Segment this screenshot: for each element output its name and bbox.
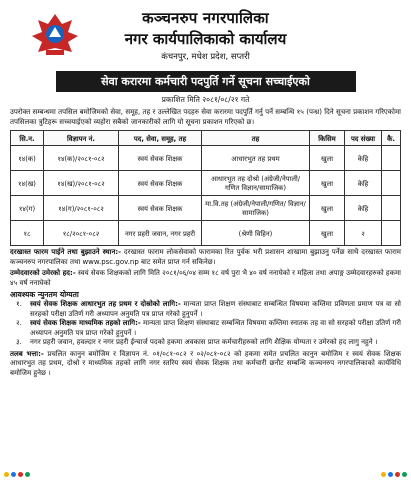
col-header-type: किसिम [310,131,345,146]
cell-sn: १४(ख) [11,171,44,196]
red-dot-icon [395,472,400,477]
age-text: स्वयं सेवक शिक्षकको लागि मिति २०८१/०६/०४ सम्म १८ वर्ष पुरा भै ४० वर्ष ननाघेको र महिला तथा अपाङ्ग उम्मेदवारहरुको हकमा ४५ वर्ष ननाघेको [10,269,401,287]
cell-adv-no: १४(क)/२०८१-०८२ [44,146,119,171]
col-header-sn: सि.न. [11,131,44,146]
cell-remark [382,171,401,196]
publish-date: प्रकाशित मिति २०८१/०८/२१ गते [161,95,250,104]
cell-remark [382,146,401,171]
application-text: दरखास्त फाराम लोकसेवाको फारामका रित पुर्वक भरी प्रशासन शाखामा बुझाउनु पर्नेछ साथै दरखास्त फाराम कञ्चनरुप नगरपालिका तथा www.psc.gov.np बाट समेत प्राप्त गर्न सकिनेछ। [10,248,401,266]
cell-sn: १४(ग) [11,196,44,221]
table-row [11,221,401,246]
cell-count: केहि [345,196,382,221]
item-text: नगर प्रहरी जवान, हवल्दार र नगर प्रहरी ईन्चार्ज पदको हकमा अवकास प्राप्त कर्मचारीहरुको लागि शैक्षिक योग्यता र उमेरको हद लागु नहुने । [30,338,378,346]
blue-dot-icon [11,472,16,477]
cell-sn: १८ [11,221,44,246]
col-header-level: तह [202,131,310,146]
table-row [11,196,401,221]
cell-adv-no: १४(ग)/२०८१-०८२ [44,196,119,221]
item-label: स्वयं सेवक शिक्षक माध्यमिक तहको लागि:- [30,319,141,327]
item-number: २. [16,319,22,327]
cell-count: केहि [345,171,382,196]
cell-level: मा.वि.तह (अंग्रेजी/नेपाली/गणित/ विज्ञान/सामाजिक) [202,196,310,221]
red-dot-icon [18,472,23,477]
col-header-count: पद संख्या [345,131,382,146]
cell-level: आधारभुत तह प्रथम [202,146,310,171]
intro-paragraph: उपरोक्त सम्बन्धमा तपसिल बमोजिमको सेवा, समूह, तह र उल्लेखित पदहरु सेवा करारमा पदपुर्ति गर्नु पर्ने सम्बन्धि १५ (पन्ध्र) दिने सूचना प्रकाशन गरिएकोमा तपसिलका त्रुटिहरू सच्चयाईएको व्यहोरा सबैको जानकारीको लागि यो सूचना प्रकाशन गरिएको छ। [10,108,401,126]
office-name: नगर कार्यपालिकाको कार्यालय [124,30,287,48]
item-number: ३. [16,338,22,346]
government-emblem-icon [28,10,82,58]
cell-remark [382,221,401,246]
salary-label: तलब भत्ता:- [10,349,44,358]
municipality-name: कञ्चनरुप नगरपालिका [142,9,269,27]
yellow-dot-icon [381,472,386,477]
cell-type: खुला [310,146,345,171]
cell-type: खुला [310,171,345,196]
vacancy-table [10,130,401,246]
green-dot-icon [402,472,407,477]
salary-text: प्रचलित कानुन बमोजिम र विज्ञापन नं. ०१/०८१-०८२ र ०२/०८१-०८२ को हकमा समेत प्रचलित कानुन बमोजिम र स्वयं सेवक शिक्षक आधारभुत तह प्रथम, दोश्रो र माध्यमिक तहको लागि नगर स्तरिय स्वयं सेवक शिक्षक तथा कर्मचारी छनौट सम्बन्धि कञ्चनरुप नगरपालिकाको कार्यविधि बमोजिम हुनेछ । [10,349,401,377]
yellow-dot-icon [4,472,9,477]
application-paragraph [10,248,401,267]
cell-type: खुला [310,221,345,246]
left-dots [4,472,30,477]
cell-remark [382,196,401,221]
table-row [11,171,401,196]
age-paragraph [10,269,401,288]
cell-count: केहि [345,146,382,171]
cell-level: (श्रेणी विहिन) [202,221,310,246]
cell-adv-no: १८/२०८१-०८२ [44,221,119,246]
item-number: १. [16,300,22,308]
green-dot-icon [25,472,30,477]
footer-decoration [0,469,411,477]
cell-count: २ [345,221,382,246]
table-row [11,146,401,171]
list-item [10,319,401,338]
age-label: उम्मेदवारको उमेरको हद:- [10,269,76,277]
cell-post: स्वयं सेवक शिक्षक [119,171,202,196]
blue-dot-icon [388,472,393,477]
cell-post: स्वयं सेवक शिक्षक [119,146,202,171]
cell-post: स्वयं सेवक शिक्षक [119,196,202,221]
item-text: मान्यता प्राप्त शिक्षण संस्थाबाट सम्बन्धित विषयमा कम्तिमा स्नातक तह वा सो सरहको परीक्षा उतिर्ण गरी अध्यापन अनुमति पत्र प्राप्त गरेको हुनुपर्ने । [30,319,401,337]
cell-level: आधारभुत तह दोश्रो (अंग्रेजी/नेपाली/गणित विज्ञान/सामाजिक) [202,171,310,196]
cell-sn: १४(क) [11,146,44,171]
col-header-post: पद, सेवा, समूह, तह [119,131,202,146]
table-header-row [11,131,401,146]
qualification-title: आवश्यक न्युनतम योग्यता [10,290,79,299]
list-item [10,300,401,319]
item-text: मान्यता प्राप्त शिक्षण संस्थाबाट सम्बन्धित विषयमा कम्तिमा प्रविणता प्रमाण पत्र वा सो सरहको परीक्षा उतिर्ण गरी अध्यापन अनुमति पत्र प्राप्त गरेको हुनुपर्ने । [30,300,401,318]
cell-post: नगर प्रहरी जवान, नगर प्रहरी [119,221,202,246]
col-header-remark: कै. [382,131,401,146]
notice-title: सेवा करारमा कर्मचारी पदपुर्ति गर्ने सूचना सच्चाईएको [56,71,356,92]
list-item [10,338,401,348]
application-label: दरखास्त फारम पाईने तथा बुझाउने स्थान:- [10,248,122,256]
cell-type: खुला [310,196,345,221]
item-label: स्वयं सेवक शिक्षक आधारभुत तह प्रथम र दोस्रोको लागि:- [30,300,181,308]
office-address: कंचनपुर, मधेश प्रदेश, सप्तरी [161,52,250,62]
col-header-adv-no: विज्ञापन नं. [44,131,119,146]
salary-paragraph [10,350,401,379]
right-dots [381,472,407,477]
cell-adv-no: १४(ख)/२०८१-०८२ [44,171,119,196]
header [10,8,401,68]
